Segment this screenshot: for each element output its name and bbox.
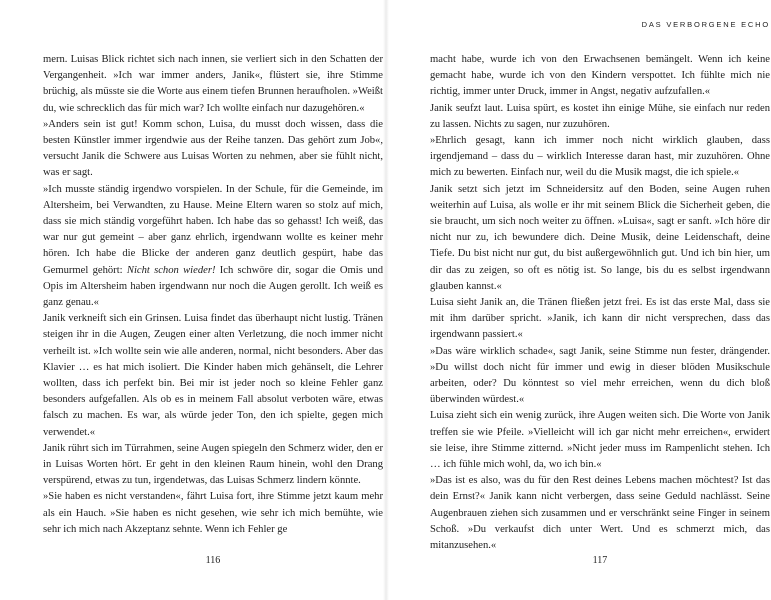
text-run: Janik seufzt laut. Luisa spürt, es kostet ihn einige Mühe, sie einfach nur reden zu lassen. Nichts zu sagen, nur zuzuhören.	[430, 102, 770, 130]
paragraph	[430, 52, 770, 101]
left-page-body	[43, 52, 383, 538]
text-run: »Das wäre wirklich schade«, sagt Janik, seine Stimme nun fester, drängender. »Du willst doch nicht für immer und ewig in dieser blöden Musikschule arbeiten, oder? Du könntest so viel mehr erreichen, wenn du dich bloß überwinden würdest.«	[430, 345, 770, 406]
text-run: »Anders sein ist gut! Komm schon, Luisa, du musst doch wissen, dass die besten Künstler immer irgendwie aus der Reihe tanzen. Das gehört zum Job«, versucht Janik die Schwere aus Luisas Worten zu nehmen, aber sie fühlt nicht, was er sagt.	[43, 118, 383, 179]
left-page-number: 116	[205, 555, 221, 566]
book-gutter	[383, 0, 389, 600]
right-page	[430, 0, 770, 600]
text-run: macht habe, wurde ich von den Erwachsenen bemängelt. Wenn ich keine gemacht habe, wurde ich von den Kindern verspottet. Ich fühlte mich nie richtig, immer unter Druck, immer in Angst, negativ aufzufallen.«	[430, 54, 770, 98]
right-page-body	[430, 52, 770, 554]
left-page	[43, 0, 383, 600]
paragraph	[43, 52, 383, 117]
paragraph	[430, 344, 770, 409]
paragraph	[43, 182, 383, 312]
right-page-number: 117	[592, 555, 608, 566]
text-run: mern. Luisas Blick richtet sich nach innen, sie verliert sich in den Schatten der Vergangenheit. »Ich war immer anders, Janik«, flüstert sie, ihre Stimme brüchig, als müsste sie die Worte aus einem tiefen Brunnen heraufholen. »Weißt du, wie schrecklich das für mich war? Ich wollte einfach nur dazugehören.«	[43, 54, 383, 114]
italic-text: Nicht schon wieder!	[126, 264, 216, 276]
text-run: »Ich musste ständig irgendwo vorspielen. In der Schule, für die Gemeinde, im Altersheim, bei Verwandten, zu Hause. Meine Eltern waren so stolz auf mich, dass sie mich ständig vorgeführt haben. Ich habe das so gehasst! Ich weiß, das war nur gut gemeint – aber ganz ehrlich, irgendwann wollte es keiner mehr hören. Ich habe die Blicke der anderen ganz deutlich gespürt, habe das Gemurmel gehört:	[43, 183, 383, 276]
text-run: Luisa sieht Janik an, die Tränen fließen jetzt frei. Es ist das erste Mal, dass sie mit ihm darüber spricht. »Janik, ich kann dir nicht versprechen, dass das irgendwann passiert.«	[430, 297, 770, 341]
paragraph	[430, 473, 770, 554]
text-run: Ich schwöre dir, sogar die Omis und Opis im Altersheim haben irgendwann nur noch die Augen gerollt. Ich weiß es ganz genau.«	[43, 264, 383, 309]
paragraph	[430, 408, 770, 473]
text-run: Luisa zieht sich ein wenig zurück, ihre Augen weiten sich. Die Worte von Janik treffen sie wie Pfeile. »Vielleicht will ich gar nicht mehr erreichen«, erwidert sie leise, ihre Stimme zitternd. »Nicht jeder muss im Rampenlicht stehen. Ich … ich fühle mich wohl, da, wo ich bin.«	[430, 410, 770, 471]
text-run: »Ehrlich gesagt, kann ich immer noch nicht wirklich glauben, dass irgendjemand – dass du – wirklich Interesse daran hast, mir zuzuhören. Ohne mich zu bewerten. Einfach nur, weil du die Musik magst, die ich spiele.«	[430, 135, 770, 179]
paragraph	[43, 441, 383, 490]
text-run: »Das ist es also, was du für den Rest deines Lebens machen möchtest? Ist das dein Ernst?« Janik kann nicht verbergen, dass seine Geduld nachlässt. Seine Augenbrauen ziehen sich zusammen und er verschränkt seine Finger in seinem Schoß. »Du verkaufst dich unter Wert. Und es schmerzt mich, das mitanzusehen.«	[430, 475, 770, 552]
text-run: Janik verkneift sich ein Grinsen. Luisa findet das überhaupt nicht lustig. Tränen steigen ihr in die Augen, Zeugen einer alten Verletzung, die noch immer nicht verheilt ist. »Ich wollte sein wie alle anderen, normal, nicht besonders. Aber das Klavier … es hat mich isoliert. Die Kinder haben mich gehänselt, die Lehrer wollten, dass ich perfekt bin. Bei mir ist jeder noch so kleine Fehler ganz besonders aufgefallen. Als ob es in meinem Fall absolut verboten wäre, etwas falsch zu machen. Es war, als würde jeder Ton, den ich spielte, gegen mich verwendet.«	[43, 313, 383, 438]
text-run: Janik setzt sich jetzt im Schneidersitz auf den Boden, seine Augen ruhen weiterhin auf Luisa, als wolle er ihr mit seinem Blick die Sicherheit geben, die sie braucht, um sich noch weiter zu öffnen. »Luisa«, sagt er sanft. »Ich höre dir nicht nur zu, ich bewundere dich. Deine Musik, deine Leidenschaft, deine Tiefe. Du bist nicht nur gut, du bist außergewöhnlich gut. Und ich bin hier, um dir das zu zeigen, so oft es nötig ist. So lange, bis du es selbst irgendwann glauben kannst.«	[430, 183, 770, 292]
paragraph	[430, 133, 770, 182]
running-head: DAS VERBORGENE ECHO	[641, 20, 770, 29]
paragraph	[430, 182, 770, 295]
paragraph	[430, 101, 770, 133]
text-run: Janik rührt sich im Türrahmen, seine Augen spiegeln den Schmerz wider, den er in Luisas Worten hört. Er geht in den kleinen Raum hinein, wohl den Drang verspürend, etwas zu tun, irgendetwas, das Luisas Schmerz lindern könnte.	[43, 442, 383, 487]
text-run: »Sie haben es nicht verstanden«, fährt Luisa fort, ihre Stimme jetzt kaum mehr als ein Hauch. »Sie haben es nicht gesehen, wie sehr ich mich bemühte, wie sehr ich mich nach Akzeptanz sehnte. Wenn ich Fehler ge	[43, 491, 383, 535]
paragraph	[43, 311, 383, 441]
paragraph	[430, 295, 770, 344]
paragraph	[43, 117, 383, 182]
paragraph	[43, 489, 383, 538]
